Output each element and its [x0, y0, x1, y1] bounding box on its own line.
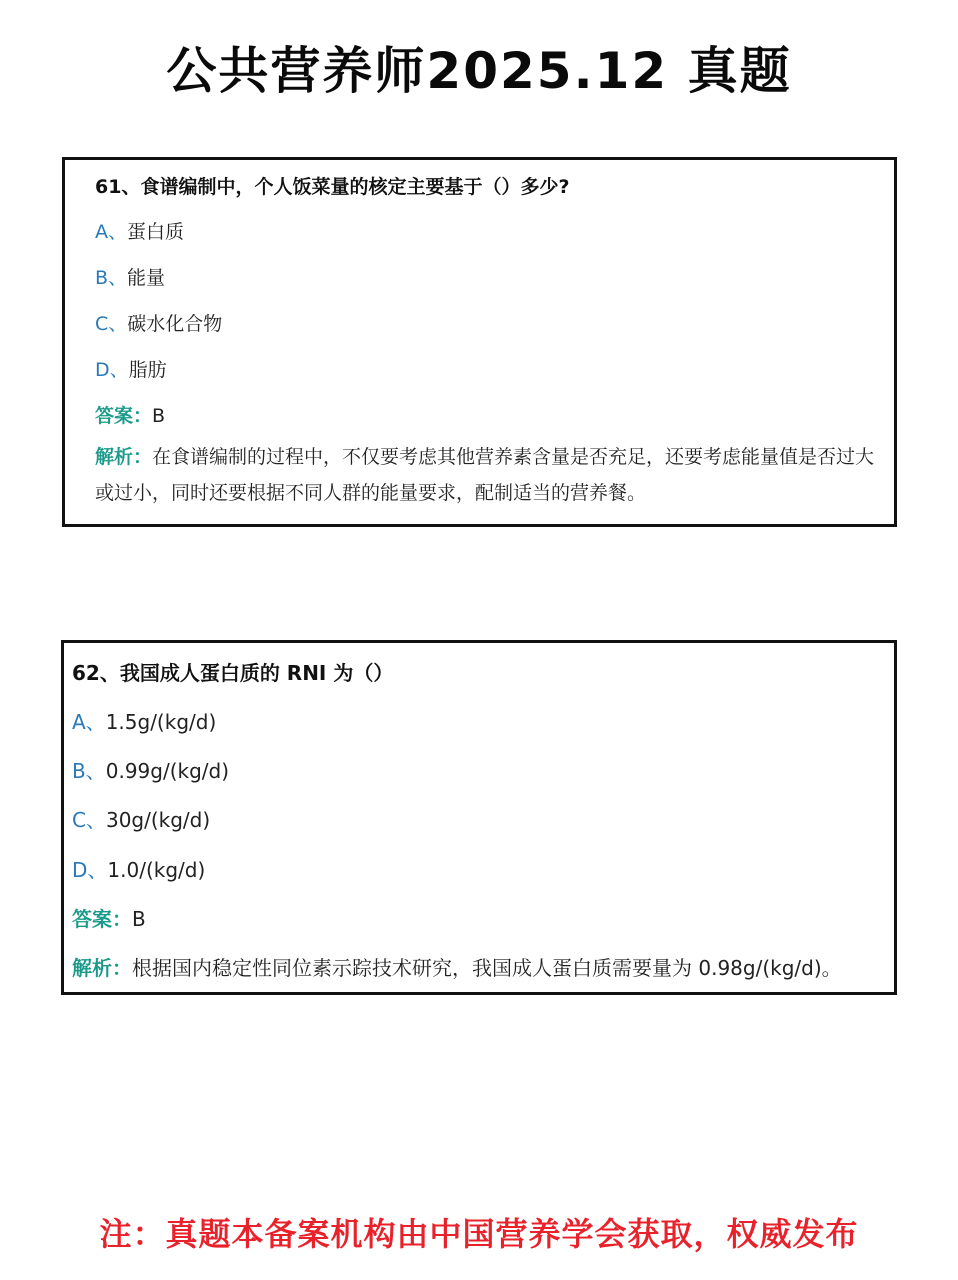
option-text: 碳水化合物 [127, 313, 223, 335]
question-card-61 [62, 157, 897, 527]
explanation-text: 在食谱编制的过程中，不仅要考虑其他营养素含量是否充足，还要考虑能量值是否过大或过小，同时还要根据不同人群的能量要求，配制适当的营养餐。 [95, 446, 875, 504]
option-text: 1.5g/(kg/d) [105, 710, 217, 734]
answer-value: B [152, 405, 166, 427]
explanation-label: 解析： [72, 956, 132, 980]
option-letter: C、 [95, 313, 128, 335]
explanation [95, 439, 885, 511]
option-text: 蛋白质 [127, 221, 185, 243]
answer-value: B [132, 907, 146, 931]
question-stem: 61、食谱编制中，个人饭菜量的核定主要基于（）多少? [95, 176, 570, 198]
question-card-62 [61, 640, 897, 995]
option-b [95, 263, 165, 290]
option-text: 能量 [127, 267, 166, 289]
answer-line [95, 401, 165, 428]
option-c [72, 804, 210, 833]
option-text: 1.0/(kg/d) [107, 858, 206, 882]
page-title: 公共营养师2025.12 真题 [166, 42, 792, 100]
option-letter: A、 [95, 221, 127, 243]
explanation [72, 952, 842, 981]
option-text: 30g/(kg/d) [105, 808, 211, 832]
option-d [72, 854, 205, 883]
option-c [95, 309, 222, 336]
answer-label: 答案： [95, 405, 153, 427]
question-stem: 62、我国成人蛋白质的 RNI 为（） [72, 661, 394, 685]
explanation-text: 根据国内稳定性同位素示踪技术研究，我国成人蛋白质需要量为 0.98g/(kg/d)。 [132, 956, 842, 980]
option-b [72, 755, 229, 784]
option-letter: B、 [95, 267, 128, 289]
option-letter: D、 [72, 858, 108, 882]
option-letter: D、 [95, 359, 129, 381]
footer-note: 注：真题本备案机构由中国营养学会获取，权威发布 [99, 1215, 859, 1253]
answer-label: 答案： [72, 907, 132, 931]
option-a [95, 217, 184, 244]
option-text: 脂肪 [128, 359, 167, 381]
option-letter: B、 [72, 759, 106, 783]
option-text: 0.99g/(kg/d) [105, 759, 230, 783]
option-d [95, 355, 167, 382]
answer-line [72, 903, 146, 932]
option-letter: A、 [72, 710, 106, 734]
option-letter: C、 [72, 808, 106, 832]
option-a [72, 706, 216, 735]
explanation-label: 解析： [95, 446, 153, 468]
